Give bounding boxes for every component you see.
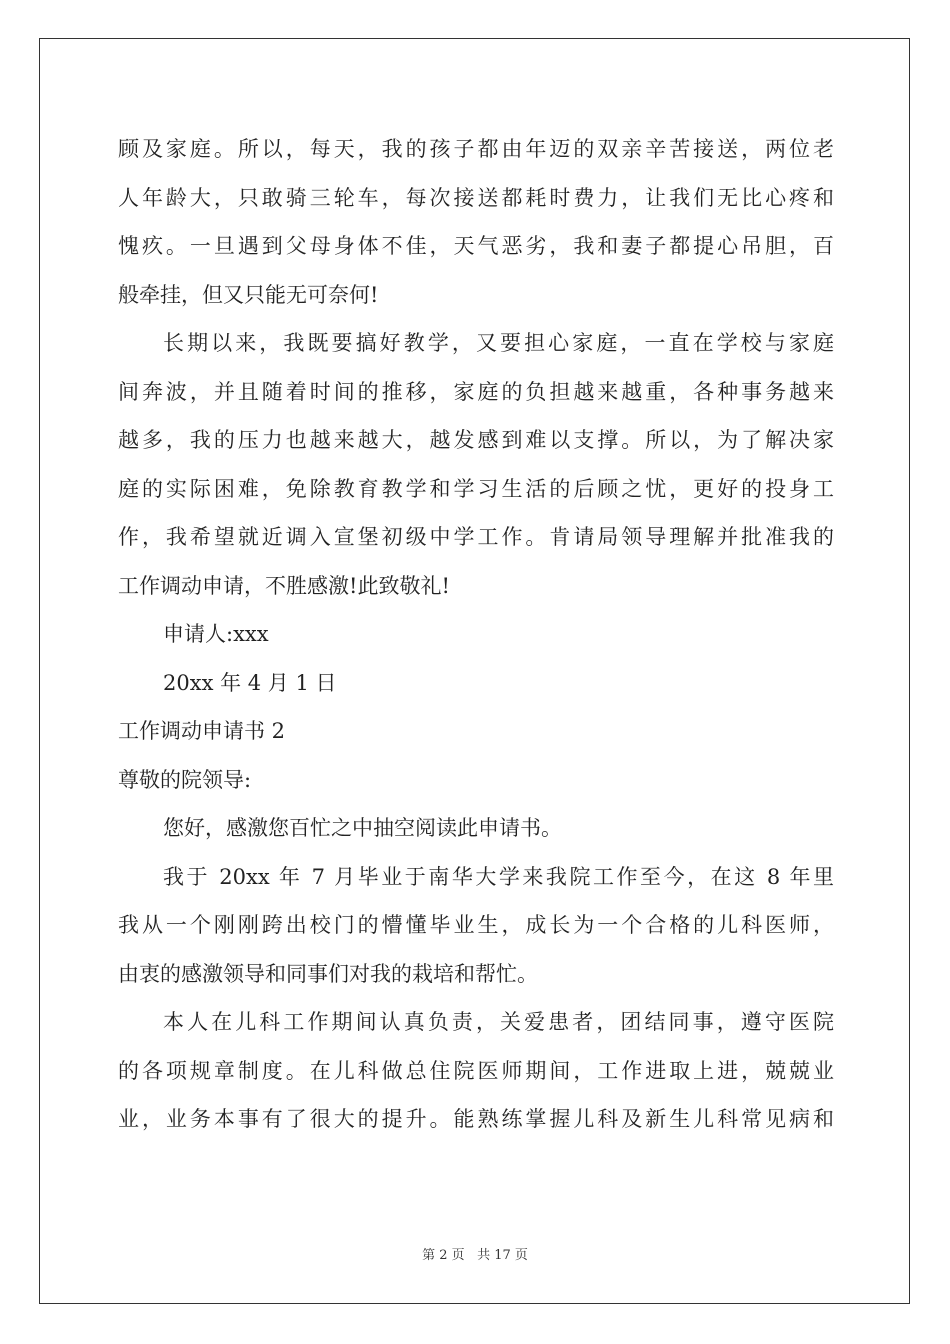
text-line: 般牵挂，但又只能无可奈何!: [118, 282, 379, 307]
text-line: 顾及家庭。所以，每天，我的孩子都由年迈的双亲辛苦接送，两位老: [118, 137, 834, 161]
paragraph-start-line: 长期以来，我既要搞好教学，又要担心家庭，一直在学校与家庭: [163, 331, 834, 355]
salutation: 尊敬的院领导:: [118, 767, 252, 792]
text-line: 愧疚。一旦遇到父母身体不佳，天气恶劣，我和妻子都提心吊胆，百: [118, 234, 834, 258]
text-line: 越多，我的压力也越来越大，越发感到难以支撑。所以，为了解决家: [118, 428, 834, 452]
page-footer: [0, 1244, 950, 1263]
paragraph-start-line: 我于 20xx 年 7 月毕业于南华大学来我院工作至今，在这 8 年里: [163, 864, 834, 889]
text-line: 业，业务本事有了很大的提升。能熟练掌握儿科及新生儿科常见病和: [118, 1107, 834, 1131]
page-number: 第 2 页: [422, 1248, 465, 1263]
text-line: 庭的实际困难，免除教育教学和学习生活的后顾之忧，更好的投身工: [118, 476, 834, 501]
text-line: 的各项规章制度。在儿科做总住院医师期间，工作进取上进，兢兢业: [118, 1058, 834, 1083]
paragraph-start-line: 本人在儿科工作期间认真负责，关爱患者，团结同事，遵守医院: [163, 1010, 834, 1034]
text-line: 我从一个刚刚跨出校门的懵懂毕业生，成长为一个合格的儿科医师，: [118, 913, 834, 937]
greeting-line: 您好，感激您百忙之中抽空阅读此申请书。: [163, 816, 562, 840]
applicant-line: 申请人:xxx: [163, 622, 269, 646]
text-line: 间奔波，并且随着时间的推移，家庭的负担越来越重，各种事务越来: [118, 379, 834, 404]
text-line: 作，我希望就近调入宣堡初级中学工作。肯请局领导理解并批准我的: [118, 525, 834, 549]
date-line: 20xx 年 4 月 1 日: [163, 670, 337, 695]
total-pages: 共 17 页: [477, 1248, 528, 1263]
section-title: 工作调动申请书 2: [118, 719, 286, 743]
text-line: 工作调动申请，不胜感激!此致敬礼!: [118, 573, 450, 598]
text-line: 人年龄大，只敢骑三轮车，每次接送都耗时费力，让我们无比心疼和: [118, 185, 834, 210]
document-body: [118, 125, 834, 1144]
text-line: 由衷的感激领导和同事们对我的栽培和帮忙。: [118, 961, 538, 986]
